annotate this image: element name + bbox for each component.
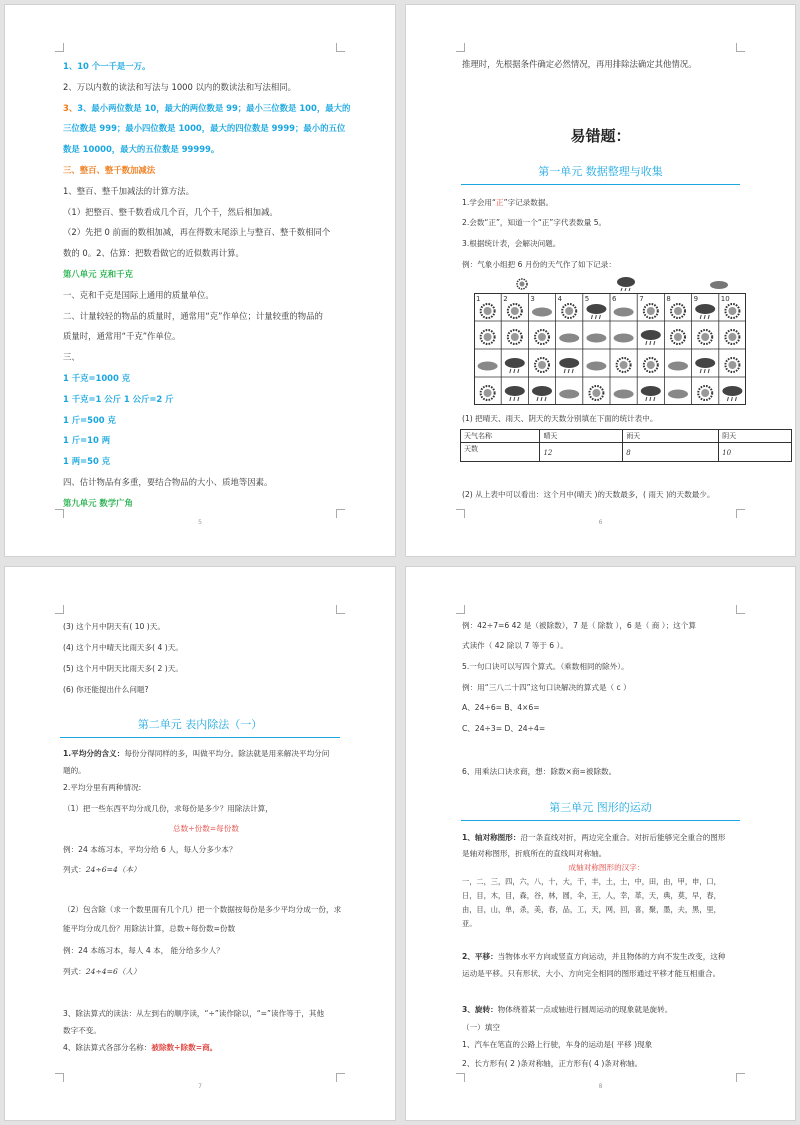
table-header: 晴天 (540, 430, 623, 443)
cloud-icon (614, 308, 634, 317)
text-line: 质量时，通常用“千克”作单位。 (63, 331, 181, 341)
text-span: 列式： (63, 865, 86, 874)
rain-cloud-icon (617, 277, 635, 291)
text-line: 6、用乘法口诀求商，想：除数×商=被除数。 (462, 767, 617, 776)
calendar-day-number: 1 (476, 295, 481, 303)
text-line: 二、计量较轻的物品的质量时，通常用“克”作单位；计量较重的物品的 (63, 311, 323, 321)
text-line (462, 951, 749, 962)
text-line: 3.根据统计表，会解决问题。 (462, 239, 561, 248)
question-line: (5) 这个月中阴天比雨天多( 2 )天。 (63, 664, 183, 673)
question-line: (2) 从上表中可以看出：这个月中(晴天 )的天数最多，( 雨天 )的天数最少。 (462, 490, 715, 499)
text-line: 三位数是 999；最小四位数是 1000，最大的四位数是 9999；最小的五位 (63, 123, 346, 133)
cloud-icon (668, 390, 688, 399)
unit-title: 第一单元 数据整理与收集 (461, 163, 740, 185)
text-line: （2）包含除（求一个数里面有几个几）把一个数据按每份是多少平均分成一份，求 (63, 905, 342, 914)
text-span: 每份分得同样的多，叫做平均分。除法就是用来解决平均分问 (124, 749, 330, 758)
conversion-line: 1 斤=10 两 (63, 435, 111, 445)
text-line: 例：气象小组把 6 月份的天气作了如下记录： (462, 260, 616, 269)
conversion-line: 1 两=50 克 (63, 456, 111, 466)
formula: 总数÷份数=每份数 (173, 824, 239, 833)
text-line: 2.平均分里有两种情况: (63, 783, 142, 792)
page-number: 5 (198, 519, 202, 526)
text-span: 物体绕着某一点或轴进行圆周运动的现象就是旋转。 (497, 1005, 673, 1014)
weather-calendar (474, 293, 746, 405)
calendar-day-number: 8 (666, 295, 671, 303)
question-line: (6) 你还能提出什么问题? (63, 685, 149, 694)
text-line: （1）把一些东西平均分成几份，求每份是多少？用除法计算， (63, 804, 273, 813)
text-line: 例：42÷7=6 42 是（被除数），7 是（ 除数 ），6 是（ 商 ）；这个算 (462, 621, 696, 630)
text-line: 3、除法算式的读法：从左到右的顺序读，“÷”读作除以，“=”读作等于，其他 (63, 1009, 325, 1018)
text-line: 数的 0。2、估算：把数看做它的近似数再计算。 (63, 248, 244, 258)
question-line: (1) 把晴天、雨天、阴天的天数分别填在下面的统计表中。 (462, 414, 658, 423)
text-line: 5.一句口诀可以写四个算式。（乘数相同的除外）。 (462, 662, 629, 671)
line-number: 3、 (63, 103, 78, 113)
handwritten-answer: 24÷6=4（本） (85, 865, 141, 874)
text-span: 沿一条直线对折，两边完全重合。对折后能够完全重合的图形 (520, 833, 726, 842)
text-line: 例：用“三八二十四”这句口诀解决的算式是（ c ） (462, 683, 631, 692)
text-line: 一、克和千克是国际上通用的质量单位。 (63, 290, 214, 300)
text-line: 推理时，先根据条件确定必然情况，再用排除法确定其他情况。 (462, 59, 697, 69)
crop-mark (736, 509, 745, 518)
cloud-icon (532, 308, 552, 317)
text-line: 1、10 个一千是一万。 (63, 61, 151, 71)
term-label: 1、轴对称图形： (462, 833, 521, 842)
subheading: 成轴对称图形的汉字： (568, 863, 645, 872)
char-list: 日，目，木，目，森，谷，林，圆，伞，王，人，幸，革，天，典，莫，早，春， (462, 891, 721, 900)
example-line: 例：24 本练习本，每人 4 本， 能分给多少人？ (63, 946, 224, 955)
char-list: 由，目，山，单，杀，美，春，品，工，天，网，回，喜，聚，墨，夫，黑，里， (462, 905, 721, 914)
text-line: 三、 (63, 352, 80, 362)
crop-mark (736, 605, 745, 614)
term-label: 3、旋转： (462, 1005, 498, 1014)
handwritten-answer: 24÷4=6（人） (85, 967, 141, 976)
text-line: （1）把整百、整千数看成几个百，几个千，然后相加减。 (63, 207, 278, 217)
calendar-day-number: 2 (503, 295, 508, 303)
table-header: 天气名称 (461, 430, 540, 443)
page-number: 6 (598, 519, 603, 526)
table-row-label: 天数 (461, 443, 540, 462)
char-list: 一，二，三，四，六，八，十，大，干，丰，土，士，中，田，由，甲，申，口， (462, 877, 721, 886)
calendar-day-number: 10 (720, 295, 730, 303)
cloud-icon (478, 362, 498, 371)
term-label: 2、平移： (462, 952, 498, 961)
text-line (462, 1004, 749, 1015)
page-number: 7 (198, 1083, 202, 1090)
calendar-day-number: 9 (693, 295, 699, 303)
text-line: 是轴对称图形，折痕所在的直线叫对称轴。 (462, 849, 607, 858)
text-line: （一）填空 (462, 1023, 500, 1032)
text-line: 四、估计物品有多重，要结合物品的大小、质地等因素。 (63, 477, 273, 487)
crop-mark (55, 509, 64, 518)
document-page-5 (4, 4, 396, 557)
crop-mark (456, 605, 465, 614)
calculation-line (63, 864, 349, 875)
crop-mark (55, 43, 64, 52)
calendar-day-number: 3 (530, 295, 535, 303)
page-title: 易错题： (570, 127, 631, 145)
document-page-6 (405, 4, 796, 557)
table-cell: 10 (719, 443, 792, 462)
cloud-icon (614, 390, 634, 399)
crop-mark (736, 1073, 745, 1082)
text-line: 数字不变。 (63, 1026, 101, 1035)
crop-mark (336, 43, 345, 52)
text-line: 数是 10000，最大的五位数是 99999。 (63, 144, 220, 154)
option-line: A、24÷6= B、4×6= (462, 703, 540, 712)
question-line: (3) 这个月中阴天有( 10 )天。 (63, 622, 165, 631)
weather-legend (514, 276, 734, 292)
text-line: 式读作（ 42 除以 7 等于 6 ）。 (462, 641, 568, 650)
option-line: C、24÷3= D、24÷4= (462, 724, 546, 733)
page-number: 8 (598, 1083, 603, 1090)
text-span: 正 (495, 198, 504, 207)
crop-mark (55, 605, 64, 614)
crop-mark (336, 1073, 345, 1082)
calendar-day-number: 6 (612, 295, 617, 303)
text-line: 运动是平移。只有形状、大小、方向完全相同的图形通过平移才能互相重合。 (462, 969, 721, 978)
crop-mark (55, 1073, 64, 1082)
crop-mark (456, 509, 465, 518)
text-span: 当物体水平方向或竖直方向运动，并且物体的方向不发生改变，这种 (497, 952, 726, 961)
cloud-icon (668, 362, 688, 371)
cloud-icon (586, 334, 606, 343)
term-label: 1.平均分的含义： (63, 749, 125, 758)
calendar-day-number: 4 (557, 295, 563, 303)
example-line: 例：24 本练习本，平均分给 6 人，每人分多少本？ (63, 845, 237, 854)
text-span: 3、最小两位数是 10，最大的两位数是 99；最小三位数是 100，最大的 (77, 103, 351, 113)
text-line: 1.学会用“正”字记录数据。 (462, 198, 554, 207)
conversion-line: 1 斤=500 克 (63, 415, 116, 425)
conversion-line: 1 千克=1 公斤 1 公斤=2 斤 (63, 394, 174, 404)
calendar-day-number: 7 (639, 295, 644, 303)
text-line (63, 103, 349, 114)
highlight-text: 被除数÷除数=商。 (151, 1043, 218, 1052)
text-line: 能平均分成几份？用除法计算，总数÷每份数=份数 (63, 924, 236, 933)
table-cell: 8 (623, 443, 719, 462)
text-line: （2）先把 0 前面的数相加减，再在得数末尾添上与整百、整千数相同个 (63, 227, 331, 237)
text-span: 列式： (63, 967, 86, 976)
unit-title: 第二单元 表内除法（一） (60, 716, 340, 738)
text-line (63, 748, 349, 759)
weather-stats-table (460, 429, 792, 462)
text-line: 2、长方形有( 2 )条对称轴，正方形有( 4 )条对称轴。 (462, 1059, 643, 1068)
crop-mark (336, 605, 345, 614)
document-page-7 (4, 566, 396, 1121)
text-line: 1、汽车在笔直的公路上行驶，车身的运动是( 平移 )现象 (462, 1040, 653, 1049)
crop-mark (456, 1073, 465, 1082)
text-line: 题的。 (63, 766, 86, 775)
unit-heading: 第八单元 克和千克 (63, 269, 133, 279)
calendar-day-number: 5 (584, 295, 590, 303)
crop-mark (336, 509, 345, 518)
cloud-icon (586, 362, 606, 371)
text-line (63, 1042, 349, 1053)
unit-title: 第三单元 图形的运动 (461, 799, 740, 821)
cloud-icon (559, 390, 579, 399)
cloud-icon (559, 334, 579, 343)
text-line (462, 832, 749, 843)
calculation-line (63, 966, 349, 977)
char-list: 亚。 (462, 919, 477, 928)
table-header: 雨天 (623, 430, 719, 443)
sun-icon (517, 279, 527, 289)
text-span: 4、除法算式各部分名称： (63, 1043, 152, 1052)
crop-mark (456, 43, 465, 52)
table-header: 阴天 (719, 430, 792, 443)
text-line: 2.会数“正”，知道一个“正”字代表数量 5。 (462, 218, 607, 227)
document-page-8 (405, 566, 796, 1121)
text-line: 2、万以内数的读法和写法与 1000 以内的数读法和写法相同。 (63, 82, 296, 92)
cloud-icon (710, 281, 728, 289)
crop-mark (736, 43, 745, 52)
question-line: (4) 这个月中晴天比雨天多( 4 )天。 (63, 643, 183, 652)
table-cell: 12 (540, 443, 623, 462)
section-heading: 三、整百、整千数加减法 (63, 165, 156, 175)
unit-heading: 第九单元 数学广角 (63, 498, 133, 508)
text-line: 1、整百、整千加减法的计算方法。 (63, 186, 194, 196)
conversion-line: 1 千克=1000 克 (63, 373, 131, 383)
cloud-icon (614, 334, 634, 343)
